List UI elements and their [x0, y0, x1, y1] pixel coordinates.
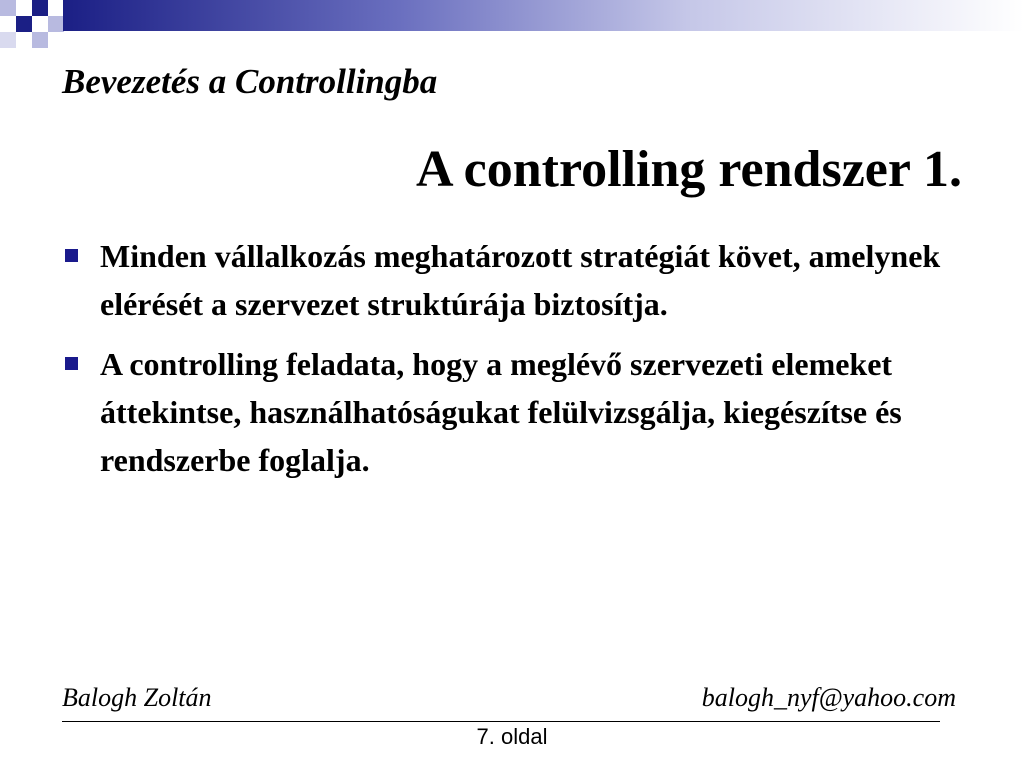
- slide-title: A controlling rendszer 1.: [416, 141, 962, 198]
- bullet-item: [62, 232, 942, 328]
- deco-square: [0, 32, 16, 48]
- bullet-text: Minden vállalkozás meghatározott stratégiát követ, amelynek elérését a szervezet struktúrája biztosítja.: [100, 238, 941, 322]
- deco-square: [48, 16, 64, 32]
- footer-author: Balogh Zoltán: [62, 683, 212, 712]
- deco-square: [0, 0, 16, 16]
- bullet-list: [62, 232, 942, 496]
- deco-square: [32, 32, 48, 48]
- top-gradient-bar: [63, 0, 1024, 31]
- page-number: 7. oldal: [476, 724, 548, 749]
- footer-email: balogh_nyf@yahoo.com: [701, 683, 956, 712]
- deco-square: [32, 0, 48, 16]
- footer-divider: [62, 721, 940, 722]
- deco-square: [16, 16, 32, 32]
- square-bullet-icon: [65, 249, 78, 262]
- square-bullet-icon: [65, 357, 78, 370]
- bullet-item: [62, 340, 942, 484]
- bullet-text: A controlling feladata, hogy a meglévő szervezeti elemeket áttekintse, használhatóságukat felülvizsgálja, kiegészítse és rendszerbe foglalja.: [100, 346, 902, 478]
- presentation-title: Bevezetés a Controllingba: [62, 62, 438, 101]
